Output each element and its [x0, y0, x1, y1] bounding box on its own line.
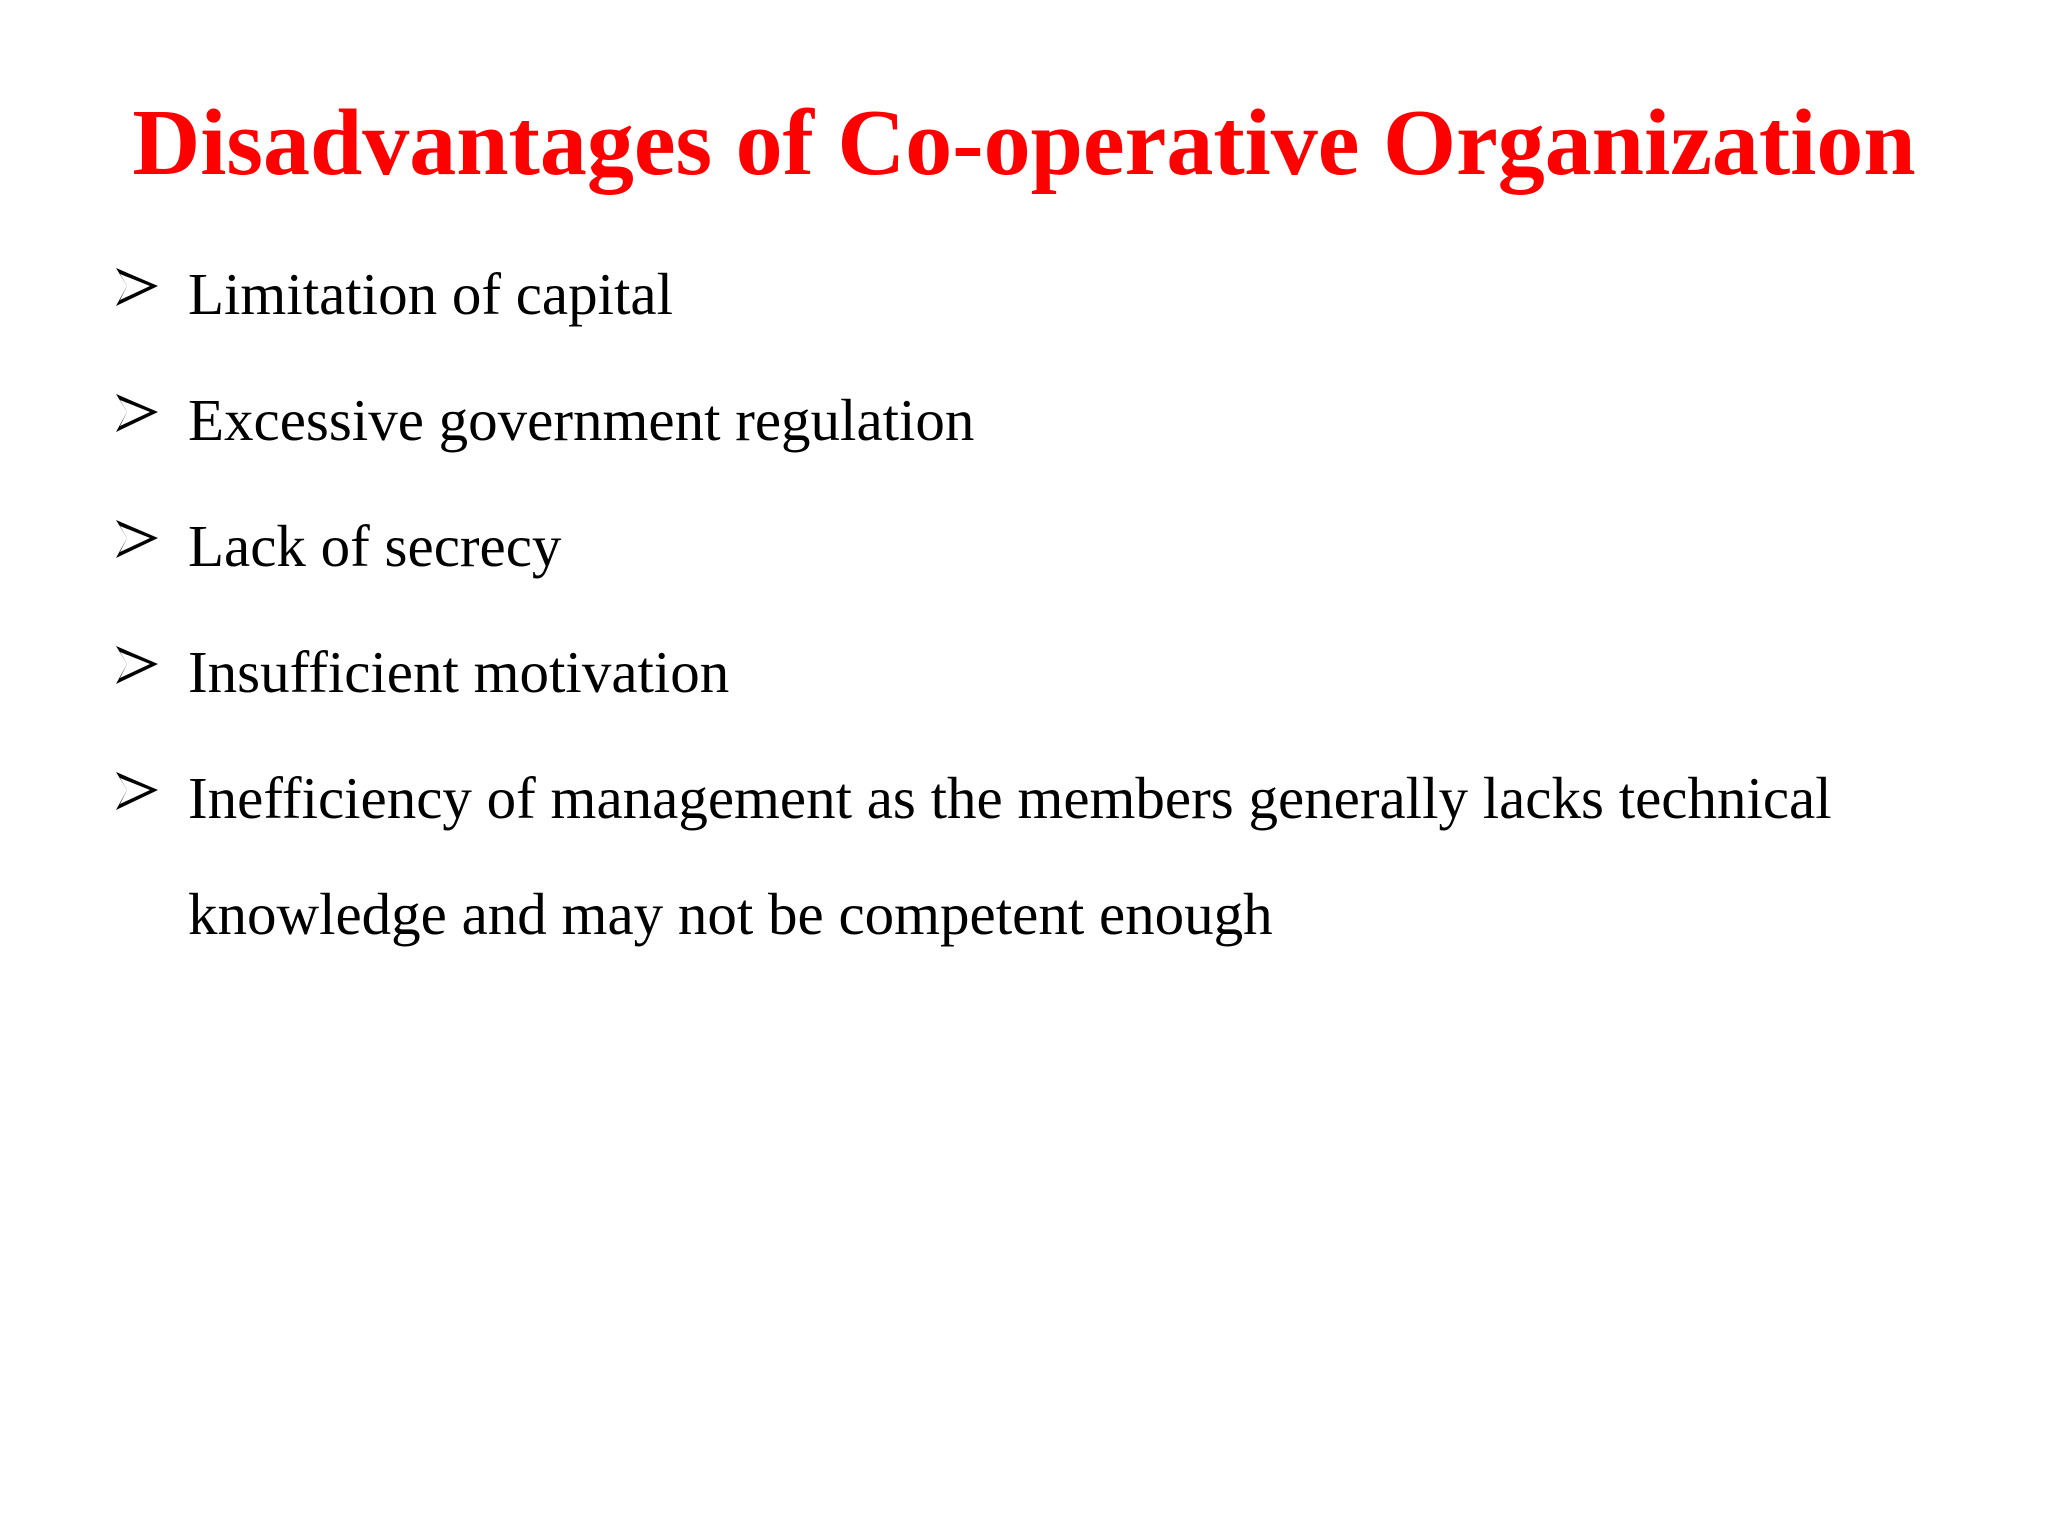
bullet-text: Excessive government regulation — [188, 387, 975, 453]
arrowhead-bullet-icon — [114, 390, 160, 436]
arrowhead-bullet-icon — [114, 768, 160, 814]
arrowhead-bullet-icon — [114, 642, 160, 688]
bullet-text: Lack of secrecy — [188, 513, 562, 579]
bullet-text: Insufficient motivation — [188, 639, 730, 705]
arrowhead-bullet-icon — [114, 264, 160, 310]
slide-title: Disadvantages of Co-operative Organization — [132, 91, 1916, 195]
bullet-text: Inefficiency of management as the members generally lacks technical knowledge and may not be competent enough — [188, 765, 1832, 947]
bullet-text: Limitation of capital — [188, 261, 673, 327]
arrowhead-bullet-icon — [114, 516, 160, 562]
